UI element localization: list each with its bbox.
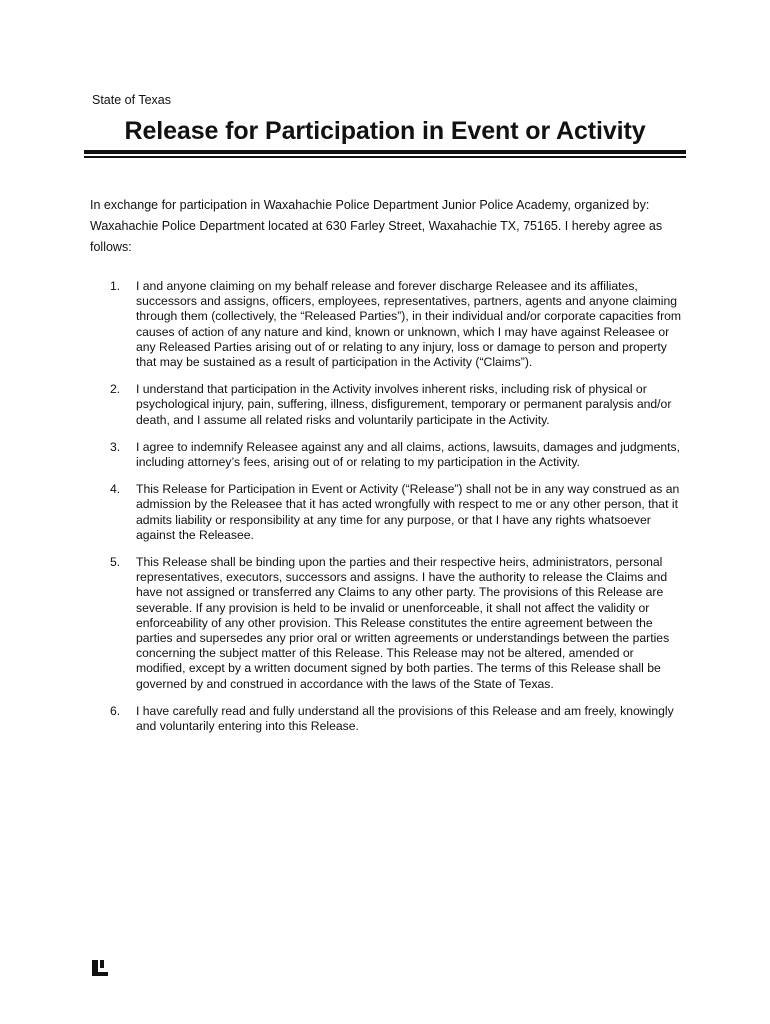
term-number: 4. (110, 482, 121, 497)
title-rule-thick (84, 150, 686, 154)
term-item (110, 382, 686, 428)
term-number: 3. (110, 439, 121, 454)
title-rule-thin (84, 156, 686, 158)
logo-mark-accent (100, 960, 104, 968)
state-label: State of Texas (92, 93, 171, 107)
term-text: I agree to indemnify Releasee against any and all claims, actions, lawsuits, damages and judgments, including attorney’s fees, arising out of or relating to my participation in the Activity. (136, 439, 680, 470)
term-number: 1. (110, 279, 121, 293)
term-text: This Release for Participation in Event or Activity (“Release”) shall not be in any way construed as an admission by the Releasee that it has acted wrongfully with respect to me or any other person, that it admits liability or responsibility at any time for any purpose, or that I have any rights whatsoever against the Releasee. (136, 482, 680, 542)
legal-templates-logo-icon (90, 958, 110, 978)
term-text: This Release shall be binding upon the parties and their respective heirs, administrators, personal representatives, executors, successors and assigns. I have the authority to release the Claims and have not assigned or transferred any Claims to any other party. The provisions of this Release are severable. If any provision is held to be invalid or unenforceable, it shall not affect the validity or enforceability of any other provision. This Release constitutes the entire agreement between the parties and supersedes any prior oral or written agreements or understandings between the parties concerning the subject matter of this Release. This Release may not be altered, amended or modified, except by a written document signed by both parties. The terms of this Release shall be governed by and construed in accordance with the laws of the State of Texas. (136, 555, 670, 691)
term-number: 2. (110, 382, 121, 397)
term-number: 5. (110, 555, 121, 570)
term-text: I have carefully read and fully understand all the provisions of this Release and am freely, knowingly and voluntarily entering into this Release. (136, 703, 674, 734)
document-title: Release for Participation in Event or Activity (124, 117, 646, 145)
terms-list (110, 279, 686, 746)
term-item (110, 279, 686, 370)
term-number: 6. (110, 703, 121, 718)
intro-paragraph: In exchange for participation in Waxahachie Police Department Junior Police Academy, organized by: Waxahachie Police Department located at 630 Farley Street, Waxahachie TX, 75165. I hereby agree as follows: (90, 198, 663, 254)
term-item (110, 482, 686, 543)
term-item (110, 555, 686, 692)
term-text: I and anyone claiming on my behalf release and forever discharge Releasee and its affiliates, successors and assigns, officers, employees, representatives, partners, agents and anyone claiming through them (collectively, the “Released Parties”), in their individual and/or corporate capacities from causes of action of any nature and kind, known or unknown, which I may have against Releasee or any Released Parties arising out of or relating to any injury, loss or damage to person and property that may be sustained as a result of participation in the Activity (“Claims”). (136, 279, 682, 370)
term-item (110, 440, 686, 470)
term-text: I understand that participation in the Activity involves inherent risks, including risk of physical or psychological injury, pain, suffering, illness, disfigurement, temporary or permanent paralysis and/or death, and I assume all related risks and voluntarily participate in the Activity. (136, 382, 672, 427)
term-item (110, 704, 686, 734)
